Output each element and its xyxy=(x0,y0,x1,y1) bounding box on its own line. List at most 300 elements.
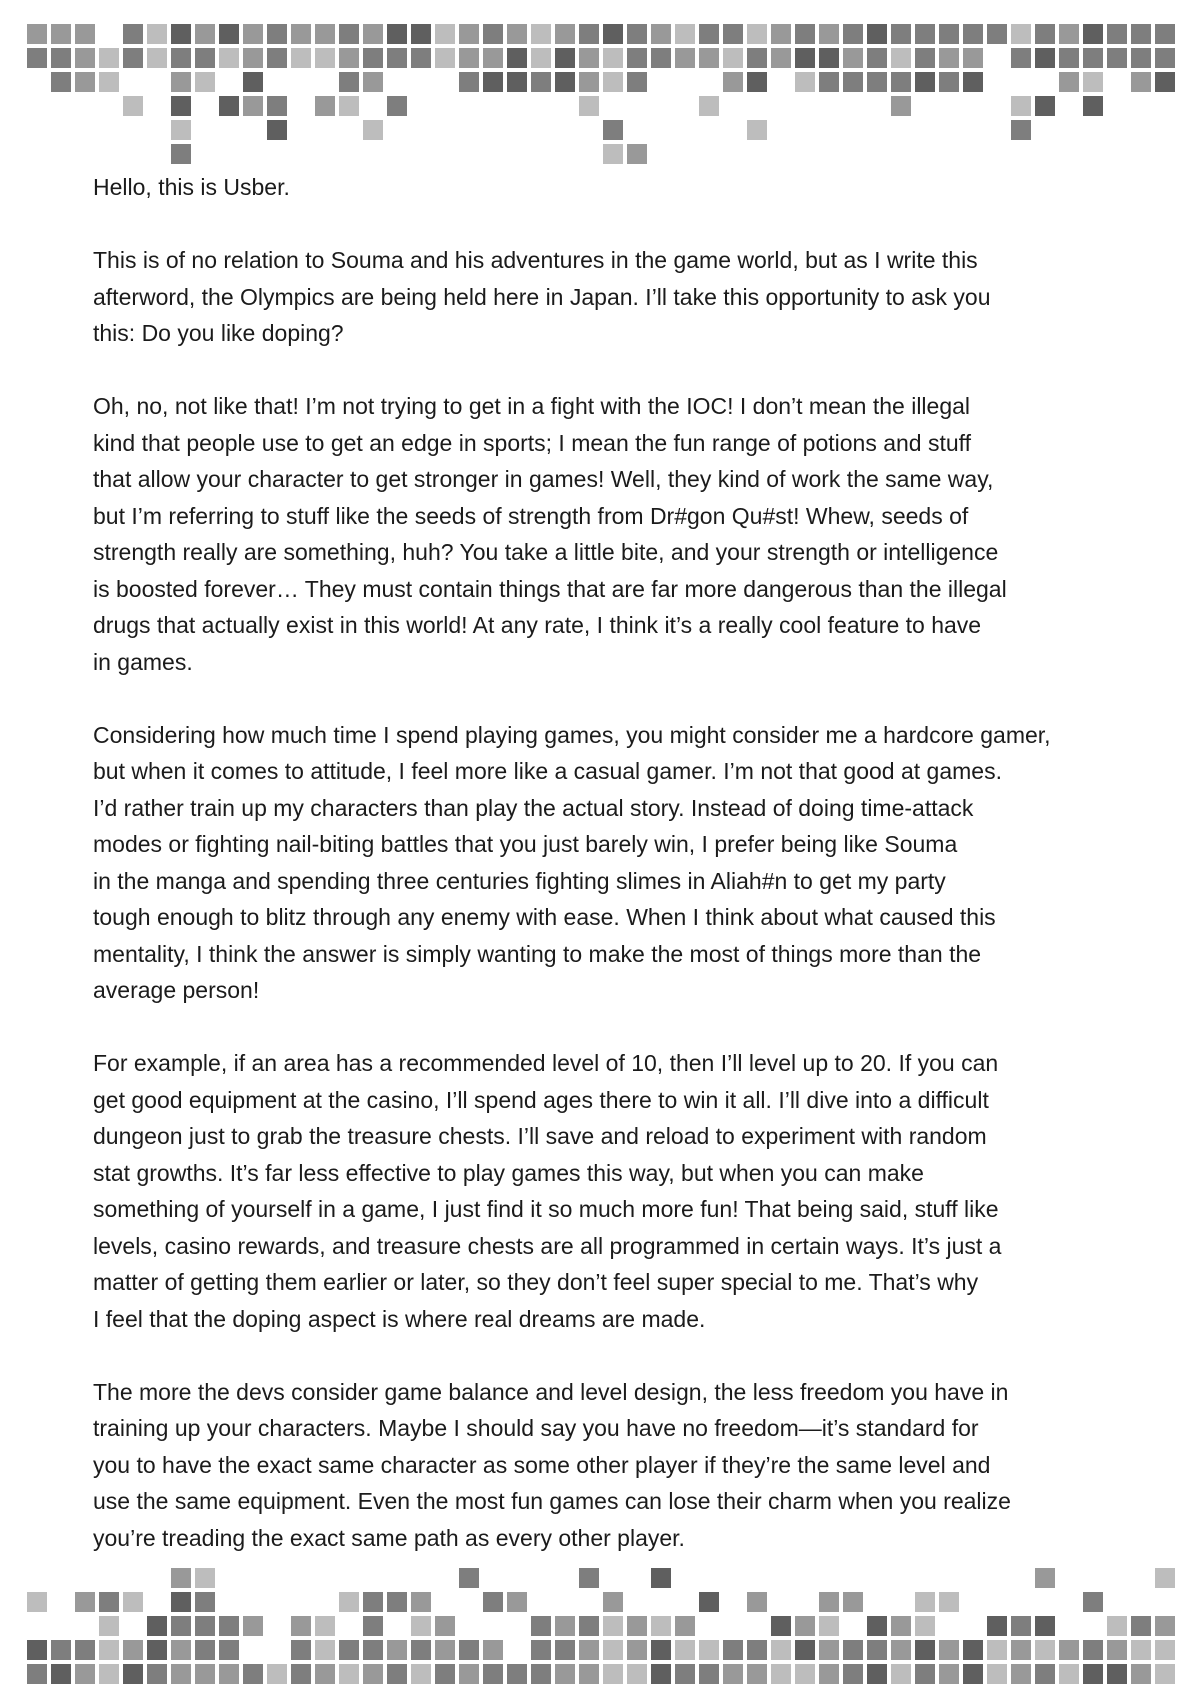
pixel-square xyxy=(507,1592,527,1612)
pixel-square xyxy=(339,1592,359,1612)
pixel-square xyxy=(171,24,191,44)
pixel-square xyxy=(579,72,599,92)
pixel-square xyxy=(99,72,119,92)
pixel-square xyxy=(1011,120,1031,140)
pixel-square xyxy=(891,1640,911,1660)
pixel-square xyxy=(387,96,407,116)
pixel-square xyxy=(459,72,479,92)
pixel-square xyxy=(555,24,575,44)
pixel-square xyxy=(195,1640,215,1660)
pixel-square xyxy=(675,48,695,68)
paragraph xyxy=(93,1374,1133,1557)
text-line: stat growths. It’s far less effective to play games this way, but when you can make xyxy=(93,1159,924,1186)
pixel-square xyxy=(795,1640,815,1660)
pixel-square xyxy=(1011,24,1031,44)
pixel-square xyxy=(507,24,527,44)
pixel-square xyxy=(867,1640,887,1660)
pixel-square xyxy=(1107,1616,1127,1636)
pixel-square xyxy=(75,1592,95,1612)
pixel-square xyxy=(411,1592,431,1612)
pixel-square xyxy=(483,72,503,92)
pixel-square xyxy=(99,1664,119,1684)
pixel-square xyxy=(1035,24,1055,44)
pixel-square xyxy=(1035,1664,1055,1684)
pixel-square xyxy=(891,24,911,44)
pixel-square xyxy=(243,1616,263,1636)
pixel-square xyxy=(747,1640,767,1660)
pixel-square xyxy=(747,120,767,140)
pixel-square xyxy=(1035,1616,1055,1636)
pixel-square xyxy=(219,1640,239,1660)
pixel-square xyxy=(27,1640,47,1660)
pixel-square xyxy=(411,1640,431,1660)
text-line: dungeon just to grab the treasure chests. I’ll save and reload to experiment with random xyxy=(93,1123,987,1149)
pixel-square xyxy=(363,72,383,92)
pixel-square xyxy=(75,24,95,44)
pixel-square xyxy=(51,72,71,92)
pixel-square xyxy=(27,24,47,44)
pixel-square xyxy=(435,1640,455,1660)
pixel-square xyxy=(747,24,767,44)
pixel-square xyxy=(147,24,167,44)
pixel-square xyxy=(483,1592,503,1612)
pixel-square xyxy=(243,72,263,92)
pixel-square xyxy=(771,48,791,68)
pixel-square xyxy=(267,120,287,140)
pixel-square xyxy=(459,1664,479,1684)
pixel-square xyxy=(339,48,359,68)
pixel-square xyxy=(267,1664,287,1684)
pixel-square xyxy=(699,1592,719,1612)
pixel-square xyxy=(339,1640,359,1660)
pixel-square xyxy=(1035,1568,1055,1588)
pixel-square xyxy=(1155,48,1175,68)
pixel-square xyxy=(915,72,935,92)
pixel-square xyxy=(171,48,191,68)
pixel-square xyxy=(579,1616,599,1636)
pixel-square xyxy=(843,1664,863,1684)
pixel-square xyxy=(843,72,863,92)
pixel-square xyxy=(219,48,239,68)
pixel-square xyxy=(723,72,743,92)
pixel-square xyxy=(195,72,215,92)
text-line: average person! xyxy=(93,977,260,1003)
pixel-square xyxy=(603,1592,623,1612)
pixel-square xyxy=(699,1664,719,1684)
pixel-square xyxy=(579,1568,599,1588)
paragraph xyxy=(93,388,1133,680)
text-line: The more the devs consider game balance and level design, the less freedom you have in xyxy=(93,1378,1009,1405)
pixel-square xyxy=(939,1592,959,1612)
pixel-square xyxy=(339,1664,359,1684)
pixel-square xyxy=(339,72,359,92)
pixel-square xyxy=(603,24,623,44)
pixel-square xyxy=(1011,1664,1031,1684)
pixel-square xyxy=(459,48,479,68)
pixel-square xyxy=(27,1664,47,1684)
pixel-square xyxy=(891,96,911,116)
pixel-square xyxy=(651,24,671,44)
pixel-square xyxy=(1083,24,1103,44)
paragraph xyxy=(93,1045,1133,1337)
pixel-square xyxy=(1083,1592,1103,1612)
pixel-square xyxy=(627,1616,647,1636)
pixel-square xyxy=(75,72,95,92)
pixel-square xyxy=(483,1640,503,1660)
pixel-square xyxy=(795,24,815,44)
pixel-square xyxy=(1131,48,1151,68)
pixel-square xyxy=(603,72,623,92)
pixel-square xyxy=(1155,1664,1175,1684)
pixel-square xyxy=(1131,1640,1151,1660)
pixel-square xyxy=(171,96,191,116)
pixel-square xyxy=(867,24,887,44)
text-line: Oh, no, not like that! I’m not trying to get in a fight with the IOC! I don’t mean the illegal xyxy=(93,393,971,419)
text-line: Hello, this is Usber. xyxy=(93,174,290,200)
pixel-square xyxy=(555,72,575,92)
text-line: levels, casino rewards, and treasure chests are all programmed in certain ways. It’s just a xyxy=(93,1232,1002,1259)
pixel-square xyxy=(819,24,839,44)
pixel-square xyxy=(819,1664,839,1684)
pixel-square xyxy=(99,1592,119,1612)
pixel-square xyxy=(459,24,479,44)
pixel-square xyxy=(1059,1640,1079,1660)
pixel-square xyxy=(147,1664,167,1684)
pixel-square xyxy=(219,24,239,44)
pixel-square xyxy=(747,1664,767,1684)
pixel-square xyxy=(267,96,287,116)
pixel-square xyxy=(171,144,191,164)
text-line: strength really are something, huh? You take a little bite, and your strength or intelligence xyxy=(93,539,999,565)
pixel-square xyxy=(195,48,215,68)
pixel-square xyxy=(1059,48,1079,68)
pixel-square xyxy=(99,1640,119,1660)
pixel-square xyxy=(411,24,431,44)
pixel-square xyxy=(939,48,959,68)
text-line: training up your characters. Maybe I should say you have no freedom—it’s standard for xyxy=(93,1415,979,1441)
pixel-square xyxy=(1059,24,1079,44)
pixel-square xyxy=(1059,1664,1079,1684)
pixel-square xyxy=(75,1640,95,1660)
pixel-square xyxy=(867,1616,887,1636)
pixel-square xyxy=(411,48,431,68)
pixel-square xyxy=(915,1592,935,1612)
pixel-square xyxy=(243,48,263,68)
paragraph xyxy=(93,242,1133,352)
pixel-square xyxy=(627,1664,647,1684)
pixel-square xyxy=(171,1664,191,1684)
pixel-square xyxy=(507,48,527,68)
pixel-square xyxy=(123,1640,143,1660)
pixel-square xyxy=(1107,48,1127,68)
pixel-square xyxy=(51,1640,71,1660)
pixel-square xyxy=(987,24,1007,44)
pixel-square xyxy=(651,1640,671,1660)
pixel-square xyxy=(1131,24,1151,44)
pixel-square xyxy=(171,1592,191,1612)
paragraph xyxy=(93,717,1133,1009)
text-line: This is of no relation to Souma and his adventures in the game world, but as I write this xyxy=(93,247,978,273)
pixel-square xyxy=(891,1616,911,1636)
pixel-square xyxy=(51,24,71,44)
pixel-square xyxy=(1107,1664,1127,1684)
pixel-square xyxy=(579,48,599,68)
pixel-square xyxy=(363,120,383,140)
pixel-square xyxy=(891,48,911,68)
pixel-square xyxy=(915,1664,935,1684)
pixel-square xyxy=(1011,1616,1031,1636)
pixel-square xyxy=(291,48,311,68)
pixel-square xyxy=(819,72,839,92)
pixel-square xyxy=(507,72,527,92)
pixel-square xyxy=(699,24,719,44)
pixel-square xyxy=(1083,48,1103,68)
pixel-square xyxy=(291,1664,311,1684)
pixel-square xyxy=(1035,96,1055,116)
pixel-square xyxy=(339,24,359,44)
pixel-square xyxy=(387,1640,407,1660)
pixel-square xyxy=(555,48,575,68)
pixel-square xyxy=(315,1664,335,1684)
pixel-square xyxy=(171,72,191,92)
pixel-square xyxy=(51,48,71,68)
pixel-square xyxy=(939,1664,959,1684)
pixel-square xyxy=(123,96,143,116)
text-line: I’d rather train up my characters than play the actual story. Instead of doing time-attack xyxy=(93,794,974,821)
pixel-square xyxy=(795,48,815,68)
pixel-square xyxy=(819,48,839,68)
text-line: use the same equipment. Even the most fun games can lose their charm when you realize xyxy=(93,1488,1011,1514)
pixel-square xyxy=(339,96,359,116)
pixel-square xyxy=(27,1592,47,1612)
pixel-square xyxy=(1131,1616,1151,1636)
pixel-square xyxy=(723,48,743,68)
pixel-square xyxy=(747,1592,767,1612)
pixel-square xyxy=(579,1640,599,1660)
text-line: matter of getting them earlier or later, so they don’t feel super special to me. That’s why xyxy=(93,1269,979,1295)
pixel-square xyxy=(915,48,935,68)
pixel-square xyxy=(939,1640,959,1660)
pixel-square xyxy=(651,1568,671,1588)
pixel-square xyxy=(27,48,47,68)
pixel-square xyxy=(363,48,383,68)
pixel-square xyxy=(1011,48,1031,68)
pixel-square xyxy=(699,48,719,68)
pixel-square xyxy=(915,1640,935,1660)
pixel-square xyxy=(819,1616,839,1636)
pixel-square xyxy=(867,48,887,68)
pixel-square xyxy=(603,1640,623,1660)
pixel-square xyxy=(483,24,503,44)
pixel-square xyxy=(1083,1640,1103,1660)
pixel-square xyxy=(1155,72,1175,92)
pixel-square xyxy=(147,1640,167,1660)
pixel-square xyxy=(195,1664,215,1684)
pixel-square xyxy=(915,1616,935,1636)
pixel-square xyxy=(1059,72,1079,92)
text-line: tough enough to blitz through any enemy with ease. When I think about what caused this xyxy=(93,904,996,930)
pixel-square xyxy=(363,1616,383,1636)
pixel-square xyxy=(771,24,791,44)
pixel-square xyxy=(243,96,263,116)
afterword-text xyxy=(93,169,1133,1556)
pixel-square xyxy=(435,24,455,44)
pixel-square xyxy=(315,48,335,68)
pixel-square xyxy=(531,1640,551,1660)
text-line: in the manga and spending three centuries fighting slimes in Aliah#n to get my party xyxy=(93,867,946,894)
pixel-square xyxy=(579,96,599,116)
text-line: drugs that actually exist in this world! At any rate, I think it’s a really cool feature to have xyxy=(93,612,982,638)
pixel-square xyxy=(1131,72,1151,92)
pixel-square xyxy=(819,1640,839,1660)
text-line: I feel that the doping aspect is where real dreams are made. xyxy=(93,1305,706,1332)
pixel-square xyxy=(531,1664,551,1684)
pixel-square xyxy=(939,24,959,44)
pixel-square xyxy=(795,1616,815,1636)
pixel-square xyxy=(267,48,287,68)
pixel-square xyxy=(1155,24,1175,44)
pixel-square xyxy=(243,1664,263,1684)
pixel-square xyxy=(1107,24,1127,44)
pixel-square xyxy=(219,1616,239,1636)
pixel-square xyxy=(291,24,311,44)
pixel-square xyxy=(771,1664,791,1684)
text-line: mentality, I think the answer is simply wanting to make the most of things more than the xyxy=(93,940,982,967)
pixel-square xyxy=(891,1664,911,1684)
text-line: that allow your character to get stronger in games! Well, they kind of work the same way, xyxy=(93,466,994,492)
pixel-square xyxy=(387,1664,407,1684)
text-line: For example, if an area has a recommended level of 10, then I’ll level up to 20. If you can xyxy=(93,1050,999,1076)
text-line: get good equipment at the casino, I’ll spend ages there to win it all. I’ll dive into a difficult xyxy=(93,1086,989,1113)
pixel-square xyxy=(627,144,647,164)
pixel-square xyxy=(1011,96,1031,116)
pixel-square xyxy=(99,48,119,68)
pixel-square xyxy=(1035,1640,1055,1660)
pixel-square xyxy=(963,72,983,92)
pixel-square xyxy=(723,1640,743,1660)
pixel-square xyxy=(123,1664,143,1684)
pixel-square xyxy=(699,1640,719,1660)
pixel-square xyxy=(315,1640,335,1660)
text-line: you’re treading the exact same path as every other player. xyxy=(93,1524,685,1551)
pixel-square xyxy=(387,24,407,44)
pixel-square xyxy=(435,48,455,68)
pixel-square xyxy=(771,1640,791,1660)
pixel-square xyxy=(1083,72,1103,92)
pixel-square xyxy=(147,1616,167,1636)
pixel-square xyxy=(1155,1616,1175,1636)
pixel-square xyxy=(1155,1568,1175,1588)
text-line: you to have the exact same character as some other player if they’re the same level and xyxy=(93,1451,991,1478)
pixel-square xyxy=(843,48,863,68)
pixel-square xyxy=(315,24,335,44)
pixel-square xyxy=(459,1640,479,1660)
pixel-square xyxy=(747,48,767,68)
pixel-square xyxy=(435,1616,455,1636)
pixel-square xyxy=(387,48,407,68)
pixel-square xyxy=(675,1616,695,1636)
text-line: but I’m referring to stuff like the seeds of strength from Dr#gon Qu#st! Whew, seeds of xyxy=(93,502,969,529)
pixel-square xyxy=(483,1664,503,1684)
pixel-square xyxy=(963,48,983,68)
pixel-square xyxy=(195,1616,215,1636)
bottom-pixel-border xyxy=(0,1540,1200,1706)
pixel-square xyxy=(531,48,551,68)
text-line: Considering how much time I spend playing games, you might consider me a hardcore gamer, xyxy=(93,721,1051,748)
pixel-square xyxy=(627,48,647,68)
pixel-square xyxy=(963,1664,983,1684)
pixel-square xyxy=(555,1664,575,1684)
pixel-square xyxy=(603,144,623,164)
pixel-square xyxy=(1011,1640,1031,1660)
pixel-square xyxy=(963,1640,983,1660)
pixel-square xyxy=(363,1640,383,1660)
pixel-square xyxy=(147,48,167,68)
pixel-square xyxy=(315,1616,335,1636)
pixel-square xyxy=(315,96,335,116)
pixel-square xyxy=(171,1640,191,1660)
pixel-square xyxy=(531,72,551,92)
text-line: is boosted forever… They must contain things that are far more dangerous than the illegal xyxy=(93,575,1007,602)
pixel-square xyxy=(1155,1640,1175,1660)
pixel-square xyxy=(435,1664,455,1684)
pixel-square xyxy=(531,24,551,44)
pixel-square xyxy=(243,24,263,44)
pixel-square xyxy=(483,48,503,68)
pixel-square xyxy=(555,1616,575,1636)
pixel-square xyxy=(987,1664,1007,1684)
pixel-square xyxy=(795,1664,815,1684)
text-line: something of yourself in a game, I just find it so much more fun! That being said, stuff like xyxy=(93,1196,999,1222)
pixel-square xyxy=(171,1616,191,1636)
pixel-square xyxy=(963,24,983,44)
pixel-square xyxy=(123,24,143,44)
pixel-square xyxy=(603,120,623,140)
pixel-square xyxy=(771,1616,791,1636)
pixel-square xyxy=(267,24,287,44)
pixel-square xyxy=(1083,1664,1103,1684)
pixel-square xyxy=(627,24,647,44)
pixel-square xyxy=(363,1592,383,1612)
pixel-square xyxy=(123,48,143,68)
pixel-square xyxy=(651,1616,671,1636)
pixel-square xyxy=(411,1616,431,1636)
paragraph xyxy=(93,169,1133,206)
pixel-square xyxy=(387,1592,407,1612)
pixel-square xyxy=(1035,48,1055,68)
pixel-square xyxy=(867,1664,887,1684)
pixel-square xyxy=(1131,1664,1151,1684)
pixel-square xyxy=(531,1616,551,1636)
text-line: in games. xyxy=(93,648,193,675)
pixel-square xyxy=(1083,96,1103,116)
text-line: afterword, the Olympics are being held here in Japan. I’ll take this opportunity to ask you xyxy=(93,283,991,310)
pixel-square xyxy=(75,1664,95,1684)
pixel-square xyxy=(987,1616,1007,1636)
pixel-square xyxy=(675,24,695,44)
pixel-square xyxy=(99,1616,119,1636)
pixel-square xyxy=(627,72,647,92)
pixel-square xyxy=(843,24,863,44)
pixel-square xyxy=(195,1568,215,1588)
pixel-square xyxy=(843,1592,863,1612)
pixel-square xyxy=(891,72,911,92)
pixel-square xyxy=(219,1664,239,1684)
pixel-square xyxy=(507,1664,527,1684)
pixel-square xyxy=(699,96,719,116)
pixel-square xyxy=(603,1664,623,1684)
pixel-square xyxy=(939,72,959,92)
